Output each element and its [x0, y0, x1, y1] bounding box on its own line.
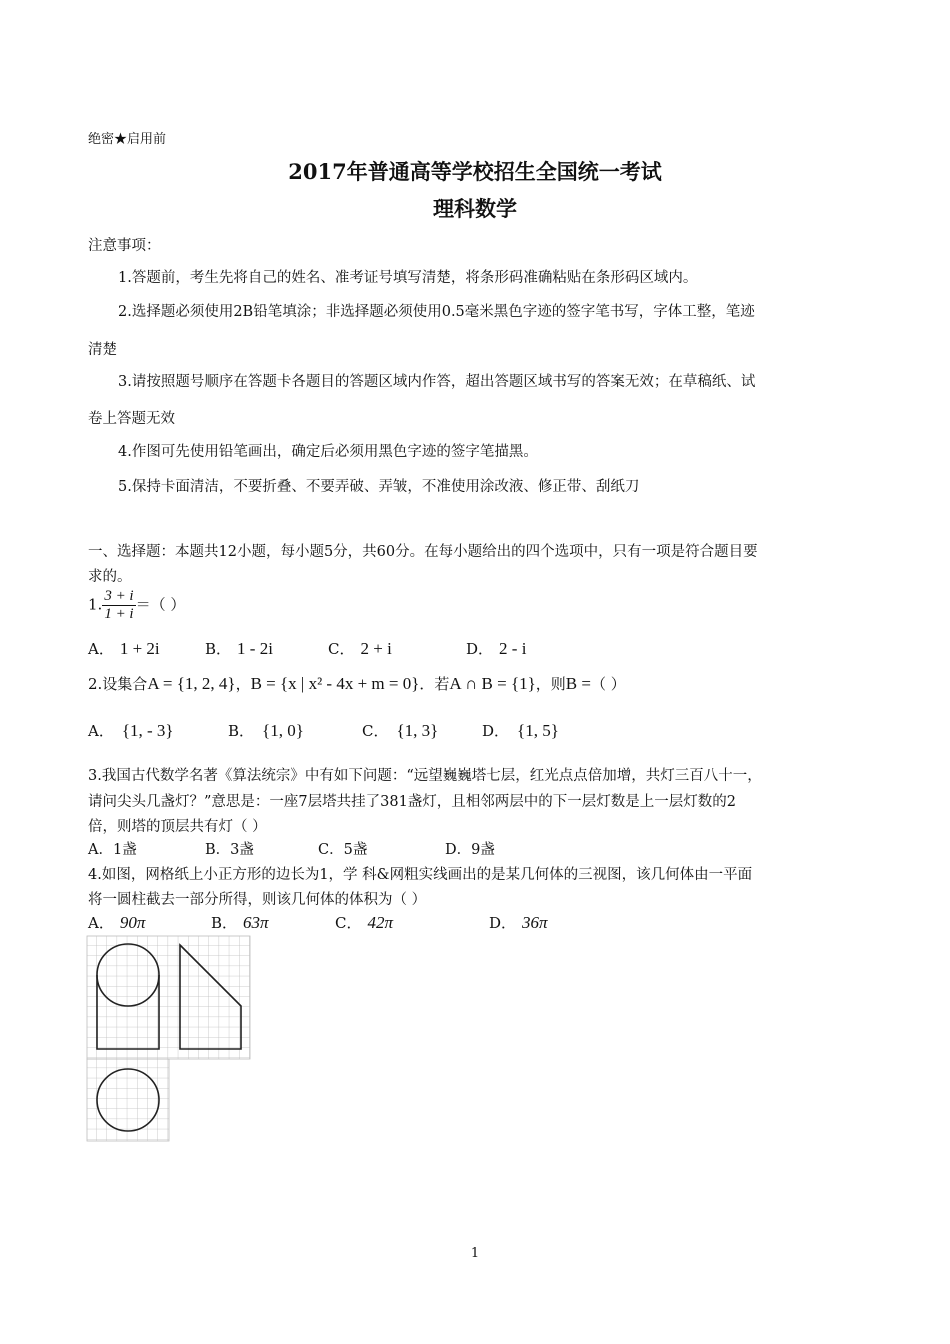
intersection-condition: A ∩ B = {1} — [449, 674, 536, 693]
note-2a: 2.选择题必须使用2B铅笔填涂；非选择题必须使用0.5毫米黑色字迹的签字笔书写，字体工整，笔迹 — [118, 304, 755, 320]
note-3b: 卷上答题无效 — [88, 411, 175, 427]
set-b: B = {x | x² - 4x + m = 0} — [250, 674, 420, 693]
page-number: 1 — [470, 1246, 480, 1261]
q3-option-c: C．5盏 — [318, 842, 368, 858]
q2-ask: B = — [565, 674, 591, 693]
q1-option-c: C． 2 + i — [328, 639, 392, 658]
top-view-grid — [87, 1059, 169, 1141]
note-2b: 清楚 — [88, 342, 117, 358]
q3-option-a: A．1盏 — [88, 842, 137, 858]
note-5: 5.保持卡面清洁，不要折叠、不要弄破、弄皱，不准使用涂改液、修正带、刮纸刀 — [118, 479, 640, 495]
q4-option-d: D． 36π — [489, 913, 548, 932]
question-3-line-2: 请问尖头几盏灯？”意思是：一座7层塔共挂了381盏灯，且相邻两层中的下一层灯数是上一层灯数的2 — [88, 794, 737, 810]
exam-subject: 理科数学 — [433, 196, 517, 221]
q4-option-b: B． 63π — [211, 913, 269, 932]
three-view-figure — [86, 935, 256, 1145]
question-1 — [88, 588, 185, 623]
q3-option-b: B．3盏 — [205, 842, 254, 858]
q3-option-d: D．9盏 — [445, 842, 495, 858]
q2-prefix: 2.设集合 — [88, 675, 148, 693]
set-a: A = {1, 2, 4} — [147, 674, 236, 693]
exam-title: 2017年普通高等学校招生全国统一考试 — [288, 159, 662, 184]
section-1-instructions-cont: 求的。 — [88, 569, 132, 585]
q2-option-d: D． {1, 5} — [482, 721, 559, 740]
question-4-line-2: 将一圆柱截去一部分所得，则该几何体的体积为（ ） — [88, 892, 427, 908]
note-3a: 3.请按照题号顺序在答题卡各题目的答题区域内作答，超出答题区域书写的答案无效；在草稿纸、试 — [118, 374, 756, 390]
q2-option-b: B． {1, 0} — [228, 721, 304, 740]
question-tail: ＝（ ） — [135, 595, 186, 614]
fraction-denominator: 1 + i — [104, 606, 134, 622]
notes-heading: 注意事项： — [88, 238, 161, 254]
note-1: 1.答题前，考生先将自己的姓名、准考证号填写清楚，将条形码准确粘贴在条形码区域内。 — [118, 270, 698, 286]
front-side-view-grid — [87, 936, 250, 1059]
question-2: 2.设集合A = {1, 2, 4}，B = {x | x² - 4x + m = 0}．若A ∩ B = {1}，则B =（ ） — [88, 674, 626, 693]
fraction — [102, 588, 135, 623]
section-1-instructions: 一、选择题：本题共12小题，每小题5分，共60分。在每小题给出的四个选项中，只有一项是符合题目要 — [88, 544, 758, 560]
q2-option-c: C． {1, 3} — [362, 721, 439, 740]
question-number: 1. — [88, 595, 103, 614]
question-3-line-3: 倍，则塔的顶层共有灯（ ） — [88, 819, 267, 835]
fraction-numerator: 3 + i — [104, 588, 134, 604]
q1-option-a: A． 1 + 2i — [88, 639, 160, 658]
question-4-line-1: 4.如图，网格纸上小正方形的边长为1，学 科&网粗实线画出的是某几何体的三视图，该几何体由一平面 — [88, 867, 753, 883]
q2-option-a: A． {1, - 3} — [88, 721, 174, 740]
q1-option-b: B． 1 - 2i — [205, 639, 273, 658]
q1-option-d: D． 2 - i — [466, 639, 527, 658]
q4-option-c: C． 42π — [335, 913, 394, 932]
note-4: 4.作图可先使用铅笔画出，确定后必须用黑色字迹的签字笔描黑。 — [118, 444, 538, 460]
q4-option-a: A． 90π — [88, 913, 146, 932]
question-3-line-1: 3.我国古代数学名著《算法统宗》中有如下问题：“远望巍巍塔七层，红光点点倍加增，共灯三百八十一， — [88, 768, 762, 784]
confidential-label: 绝密★启用前 — [88, 132, 167, 147]
